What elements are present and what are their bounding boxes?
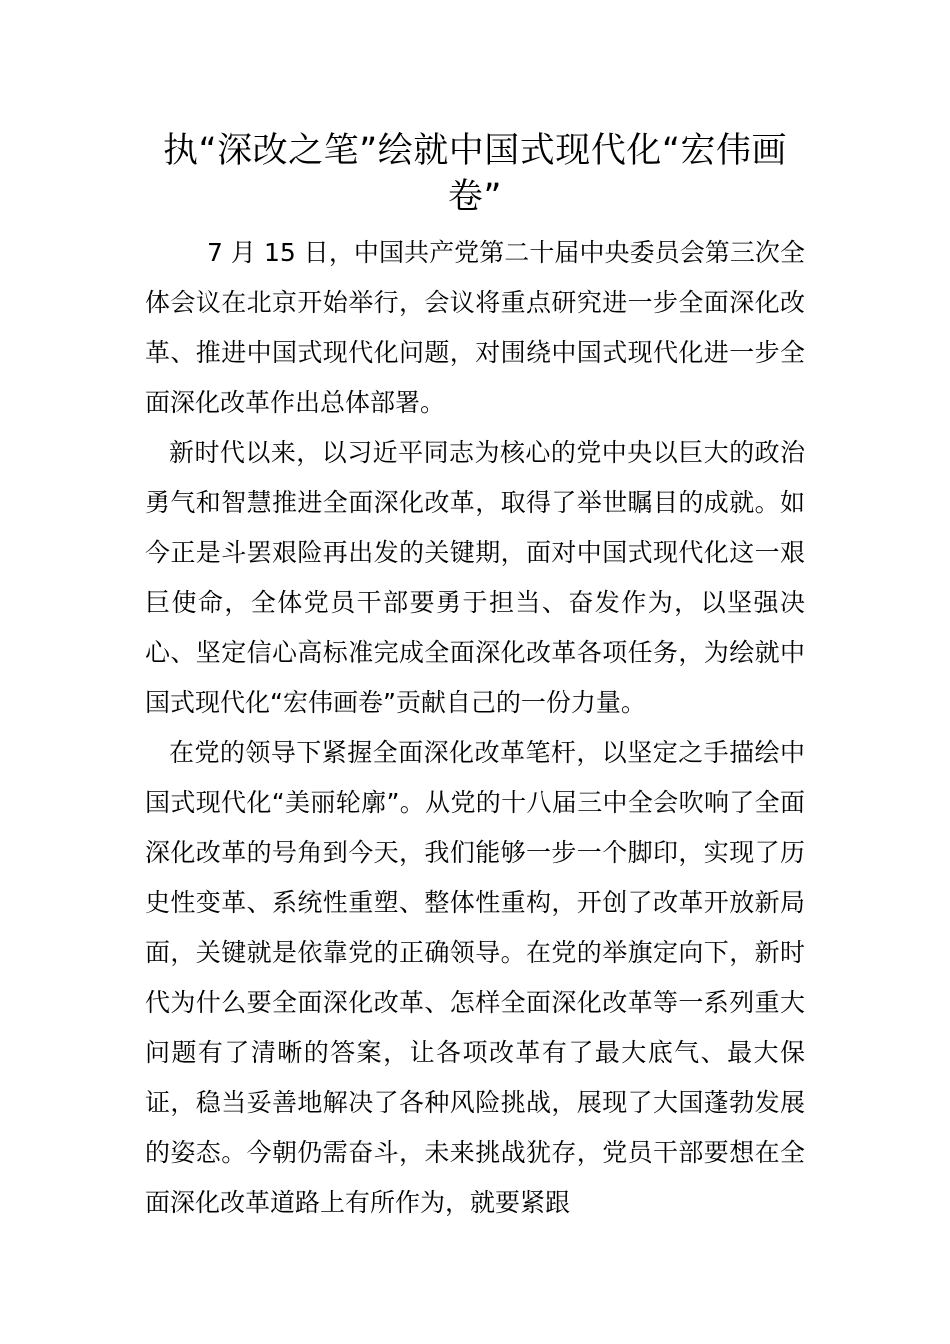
document-title: 执“深改之笔”绘就中国式现代化“宏伟画卷” [163,131,787,217]
paragraph-3: 在党的领导下紧握全面深化改革笔杆，以坚定之手描绘中国式现代化“美丽轮廓”。从党的十八届三中全会吹响了全面深化改革的号角到今天，我们能够一步一个脚印，实现了历史性变革、系统性重塑、整体性重构，开创了改革开放新局面，关键就是依靠党的正确领导。在党的举旗定向下，新时代为什么要全面深化改革、怎样全面深化改革等一系列重大问题有了清晰的答案，让各项改革有了最大底气、最大保证，稳当妥善地解决了各种风险挑战，展现了大国蓬勃发展的姿态。今朝仍需奋斗，未来挑战犹存，党员干部要想在全面深化改革道路上有所作为，就要紧跟 [145,738,805,1217]
paragraph-2: 新时代以来，以习近平同志为核心的党中央以巨大的政治勇气和智慧推进全面深化改革，取得了举世瞩目的成就。如今正是斗罢艰险再出发的关键期，面对中国式现代化这一艰巨使命，全体党员干部要勇于担当、奋发作为，以坚强决心、坚定信心高标准完成全面深化改革各项任务，为绘就中国式现代化“宏伟画卷”贡献自己的一份力量。 [145,438,805,717]
paragraph-1: 7 月 15 日，中国共产党第二十届中央委员会第三次全体会议在北京开始举行，会议将重点研究进一步全面深化改革、推进中国式现代化问题，对围绕中国式现代化进一步全面深化改革作出总体部署。 [145,238,805,417]
document-body [145,228,805,1228]
